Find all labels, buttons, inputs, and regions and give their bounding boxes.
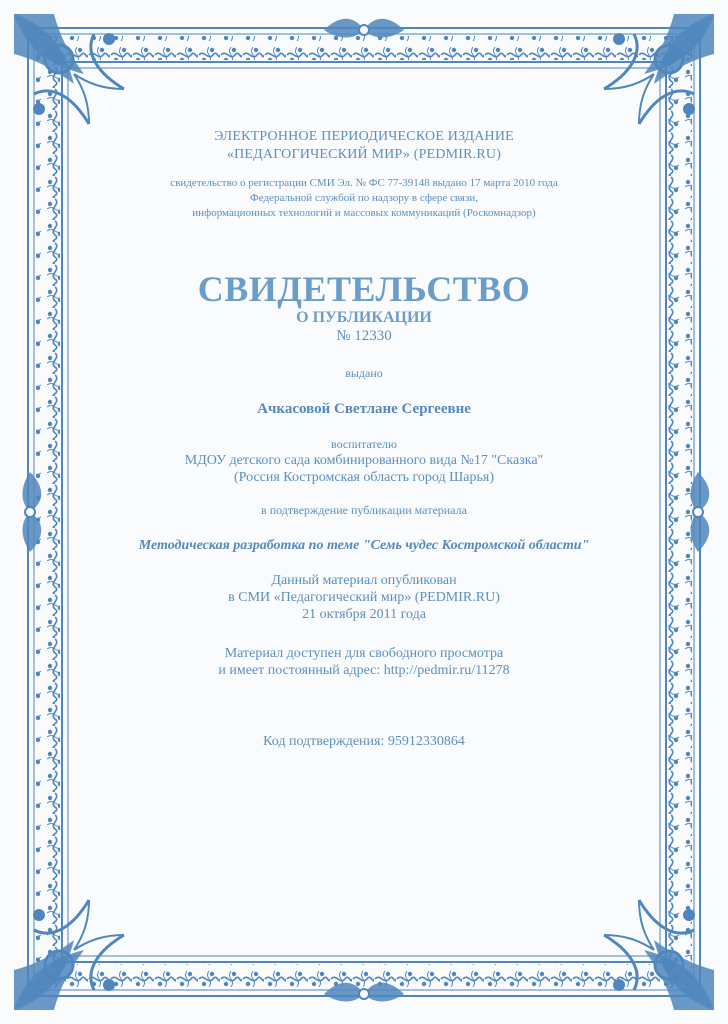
certificate-subtitle: О ПУБЛИКАЦИИ — [296, 309, 432, 326]
confirmation-code: Код подтверждения: 95912330864 — [263, 734, 465, 749]
published-date: 21 октября 2011 года — [302, 607, 426, 622]
recipient-position: воспитателю — [331, 437, 397, 451]
certificate-title: СВИДЕТЕЛЬСТВО — [197, 269, 531, 309]
registration-info — [100, 176, 628, 221]
certificate-heading — [100, 269, 628, 345]
recipient-location: (Россия Костромская область город Шарья) — [234, 470, 494, 485]
publication-details — [100, 572, 628, 623]
certificate-number: № 12330 — [336, 328, 392, 344]
recipient-name: Ачкасовой Светлане Сергеевне — [257, 401, 471, 417]
published-line1: Данный материал опубликован — [271, 573, 457, 588]
published-line2: в СМИ «Педагогический мир» (PEDMIR.RU) — [228, 590, 500, 605]
registration-line3: информационных технологий и массовых коммуникаций (Роскомнадзор) — [192, 207, 536, 219]
issued-label: выдано — [345, 366, 383, 380]
publication-name-line2: «ПЕДАГОГИЧЕСКИЙ МИР» (PEDMIR.RU) — [226, 147, 502, 162]
publication-header — [100, 128, 628, 164]
access-line1: Материал доступен для свободного просмотра — [224, 646, 504, 661]
registration-line1: свидетельство о регистрации СМИ Эл. № ФС 77-39148 выдано 17 марта 2010 года — [170, 177, 558, 189]
certificate-content — [100, 128, 628, 750]
access-details — [100, 645, 628, 679]
material-title: Методическая разработка по теме "Семь чудес Костромской области" — [138, 538, 590, 553]
publication-name-line1: ЭЛЕКТРОННОЕ ПЕРИОДИЧЕСКОЕ ИЗДАНИЕ — [214, 129, 514, 144]
registration-line2: Федеральной службой по надзору в сфере связи, — [250, 192, 478, 204]
recipient-details — [100, 436, 628, 486]
recipient-organization: МДОУ детского сада комбинированного вида №17 "Сказка" — [184, 453, 544, 468]
confirmation-text: в подтверждение публикации материала — [261, 503, 467, 517]
access-line2: и имеет постоянный адрес: http://pedmir.ru/11278 — [218, 663, 510, 678]
